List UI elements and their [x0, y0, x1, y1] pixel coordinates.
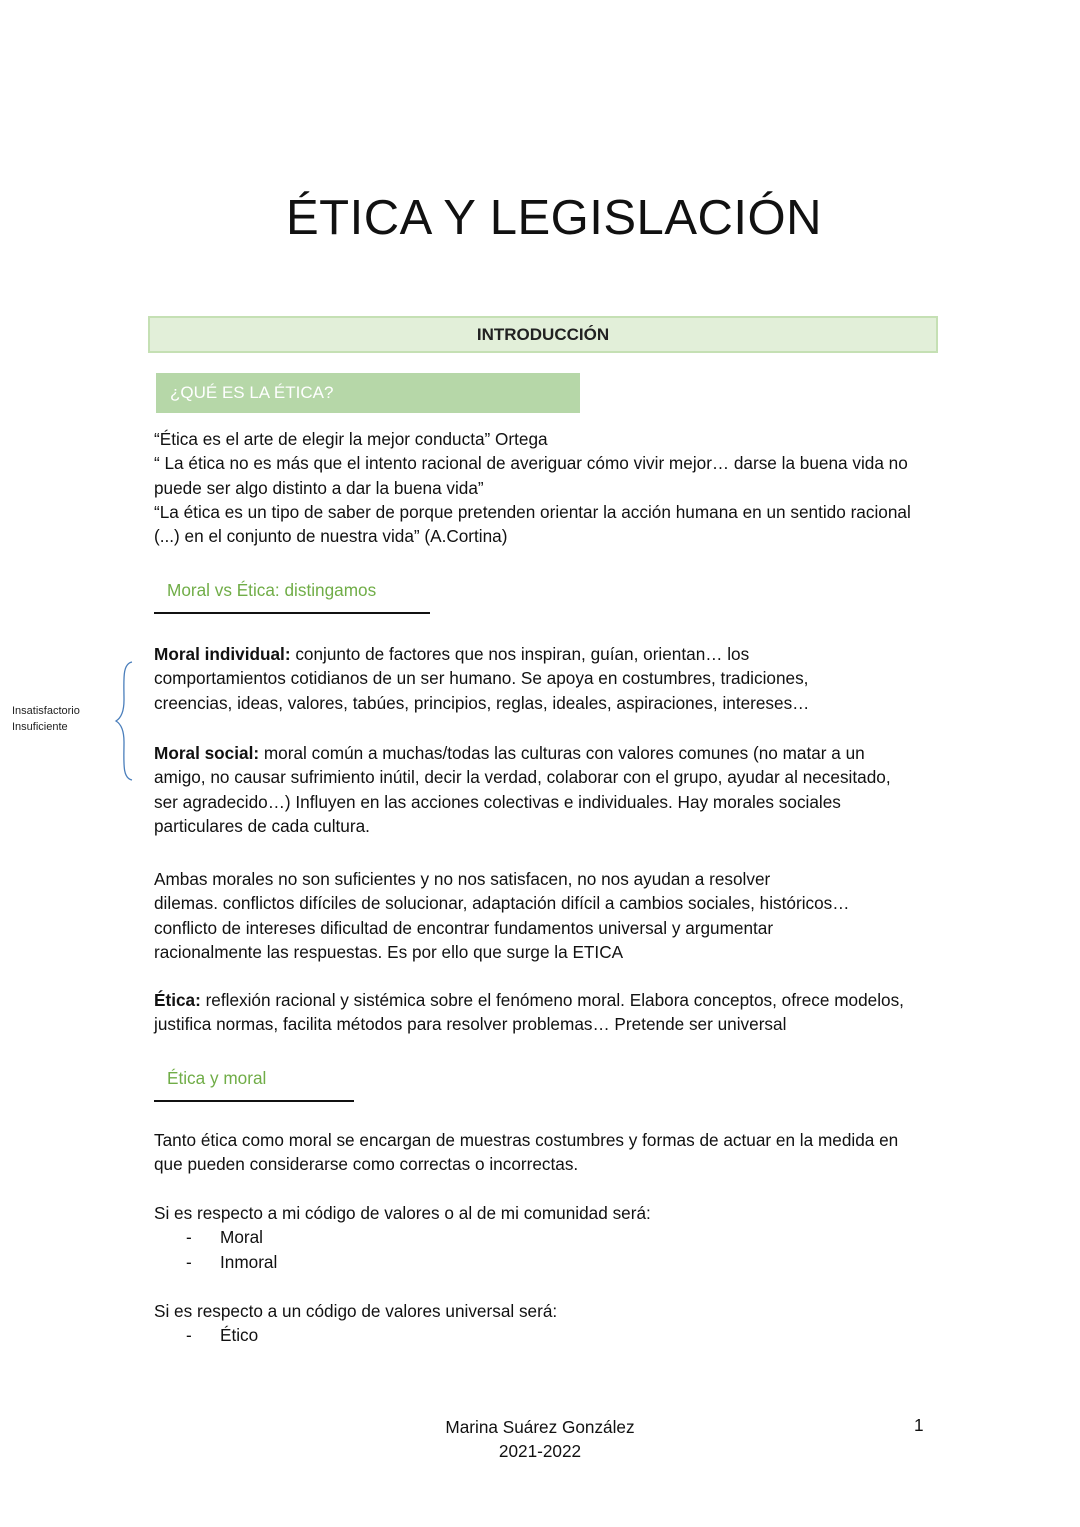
margin-note: [12, 703, 80, 735]
etica-text: reflexión racional y sistémica sobre el fenómeno moral. Elabora conceptos, ofrece modelos, justifica normas, facilita métodos para resolver problemas… Pretende ser universal: [154, 990, 904, 1035]
page-footer: [340, 1415, 740, 1463]
footer-author: Marina Suárez González: [445, 1417, 635, 1437]
subheading-band: [156, 373, 580, 413]
quotes-block: [154, 427, 934, 548]
moral-individual-paragraph: [154, 642, 934, 715]
universal-code-list: [154, 1323, 934, 1347]
curly-brace-icon: [112, 660, 136, 782]
ambas-line: dilemas. conflictos difíciles de solucionar, adaptación difícil a cambios sociales, históricos…: [154, 893, 850, 914]
list-item: - Ético: [154, 1323, 934, 1347]
etica-paragraph: [154, 988, 934, 1037]
term-etica: Ética:: [154, 990, 201, 1010]
heading-underline: [154, 612, 430, 614]
moral-social-text: moral común a muchas/todas las culturas con valores comunes (no matar a un amigo, no causar sufrimiento inútil, decir la verdad, colaborar con el grupo, ayudar al necesitado, ser agradecido…) Influyen en las acciones colectivas e individuales. Hay morales sociales particulares de cada cultura.: [154, 743, 891, 836]
heading-moral-vs-etica: Moral vs Ética: distingamos: [167, 580, 377, 600]
ambas-paragraph: [154, 867, 934, 964]
ambas-line: conflicto de intereses dificultad de encontrar fundamentos universal y argumentar: [154, 917, 774, 938]
quote-ortega: “Ética es el arte de elegir la mejor conducta” Ortega: [154, 429, 548, 449]
quote-cortina: “La ética es un tipo de saber de porque pretenden orientar la acción humana en un sentido racional (...) en el conjunto de nuestra vida” (A.Cortina): [154, 501, 911, 547]
moral-individual-text: conjunto de factores que nos inspiran, guían, orientan… los comportamientos cotidianos de un ser humano. Se apoya en costumbres, tradiciones, creencias, ideas, valores, tabúes, principios, reglas, ideales, aspiraciones, intereses…: [154, 644, 810, 713]
term-moral-individual: Moral individual:: [154, 644, 291, 664]
moral-social-paragraph: [154, 741, 934, 838]
etica-y-moral-paragraph: [154, 1128, 934, 1177]
list-item: - Moral: [154, 1225, 934, 1249]
universal-code-block: [154, 1299, 934, 1348]
footer-year: 2021-2022: [498, 1441, 582, 1461]
list-item: - Inmoral: [154, 1250, 934, 1274]
etica-y-moral-text: Tanto ética como moral se encargan de muestras costumbres y formas de actuar en la medida en que pueden considerarse como correctas o incorrectas.: [154, 1130, 899, 1175]
heading-underline: [154, 1100, 354, 1102]
term-moral-social: Moral social:: [154, 743, 260, 763]
margin-note-line: Insatisfactorio: [12, 705, 80, 717]
page-number: 1: [914, 1415, 924, 1435]
universal-code-intro: Si es respecto a un código de valores universal será:: [154, 1301, 558, 1321]
section-heading: [148, 316, 938, 353]
quote-buena-vida: “ La ética no es más que el intento racional de averiguar cómo vivir mejor… darse la buena vida no puede ser algo distinto a dar la buena vida”: [154, 453, 908, 498]
document-title: ÉTICA Y LEGISLACIÓN: [285, 191, 822, 245]
subheading-text: ¿QUÉ ES LA ÉTICA?: [170, 383, 334, 402]
ambas-line: racionalmente las respuestas. Es por ello que surge la ETICA: [154, 941, 624, 962]
ambas-line: Ambas morales no son suficientes y no nos satisfacen, no nos ayudan a resolver: [154, 869, 771, 889]
section-heading-text: INTRODUCCIÓN: [476, 324, 610, 344]
local-code-list: [154, 1225, 934, 1274]
local-code-block: [154, 1201, 934, 1274]
margin-note-line: Insuficiente: [12, 721, 68, 733]
local-code-intro: Si es respecto a mi código de valores o al de mi comunidad será:: [154, 1203, 651, 1223]
heading-etica-y-moral: Ética y moral: [167, 1068, 267, 1088]
